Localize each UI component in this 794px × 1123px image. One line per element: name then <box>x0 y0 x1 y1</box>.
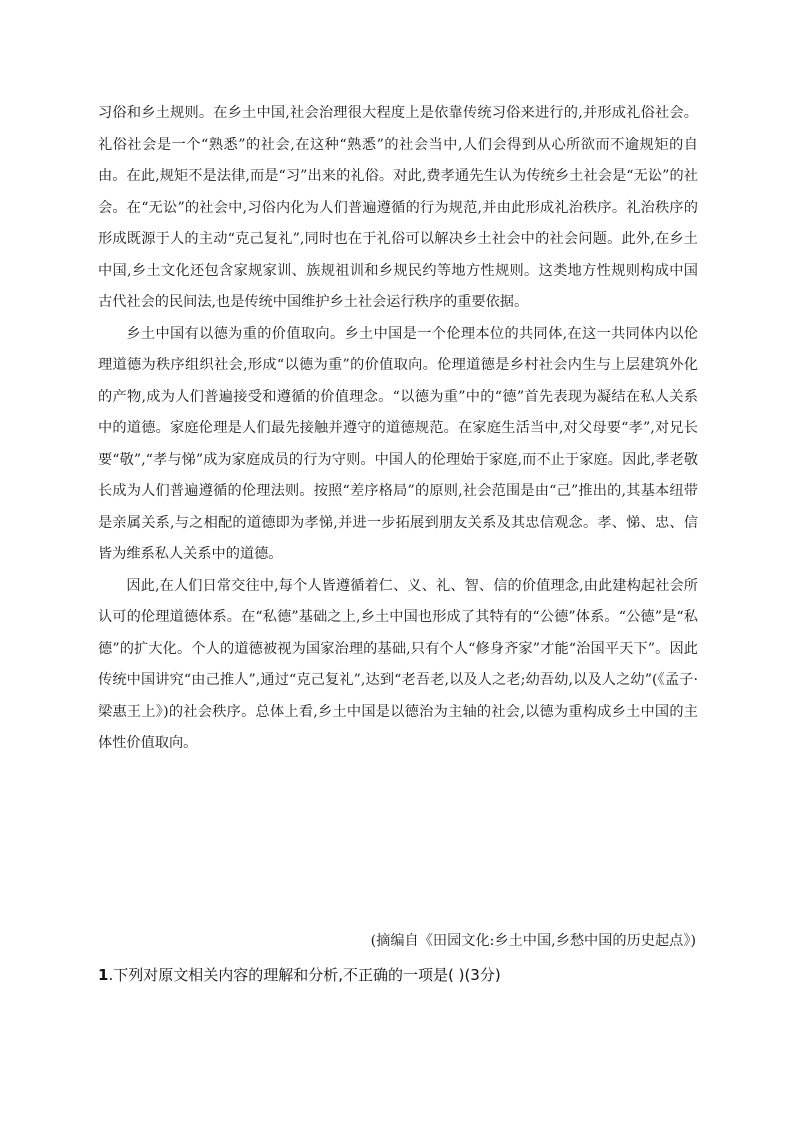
article-paragraph-2: 乡土中国有以德为重的价值取向。乡土中国是一个伦理本位的共同体,在这一共同体内以伦理道德为秩序组织社会,形成“以德为重”的价值取向。伦理道德是乡村社会内生与上层建筑外化的产物,成为人们普遍接受和遵循的价值理念。“以德为重”中的“德”首先表现为凝结在私人关系中的道德。家庭伦理是人们最先接触并遵守的道德规范。在家庭生活当中,对父母要“孝”,对兄长要“敬”,“孝与悌”成为家庭成员的行为守则。中国人的伦理始于家庭,而不止于家庭。因此,孝老敬长成为人们普遍遵循的伦理法则。按照“差序格局”的原则,社会范围是由“己”推出的,其基本纽带是亲属关系,与之相配的道德即为孝悌,并进一步拓展到朋友关系及其忠信观念。孝、悌、忠、信皆为维系私人关系中的道德。 <box>98 325 698 562</box>
question-stem: .下列对原文相关内容的理解和分析,不正确的一项是( )(3分) <box>108 966 501 984</box>
article-source-citation: (摘编自《田园文化:乡土中国,乡愁中国的历史起点》) <box>370 933 696 949</box>
article-body <box>98 98 698 760</box>
question-1 <box>98 960 698 990</box>
article-paragraph-1: 习俗和乡土规则。在乡土中国,社会治理很大程度上是依靠传统习俗来进行的,并形成礼俗社会。礼俗社会是一个“熟悉”的社会,在这种“熟悉”的社会当中,人们会得到从心所欲而不逾规矩的自由。在此,规矩不是法律,而是“习”出来的礼俗。对此,费孝通先生认为传统乡土社会是“无讼”的社会。在“无讼”的社会中,习俗内化为人们普遍遵循的行为规范,并由此形成礼治秩序。礼治秩序的形成既源于人的主动“克己复礼”,同时也在于礼俗可以解决乡土社会中的社会问题。此外,在乡土中国,乡土文化还包含家规家训、族规祖训和乡规民约等地方性规则。这类地方性规则构成中国古代社会的民间法,也是传统中国维护乡土社会运行秩序的重要依据。 <box>98 105 698 310</box>
question-number: 1 <box>98 966 109 984</box>
article-paragraph-3: 因此,在人们日常交往中,每个人皆遵循着仁、义、礼、智、信的价值理念,由此建构起社会所认可的伦理道德体系。在“私德”基础之上,乡土中国也形成了其特有的“公德”体系。“公德”是“私德”的扩大化。个人的道德被视为国家治理的基础,只有个人“修身齐家”才能“治国平天下”。因此传统中国讲究“由己推人”,通过“克己复礼”,达到“老吾老,以及人之老;幼吾幼,以及人之幼”(《孟子·梁惠王上》)的社会秩序。总体上看,乡土中国是以德治为主轴的社会,以德为重构成乡土中国的主体性价值取向。 <box>98 577 698 751</box>
